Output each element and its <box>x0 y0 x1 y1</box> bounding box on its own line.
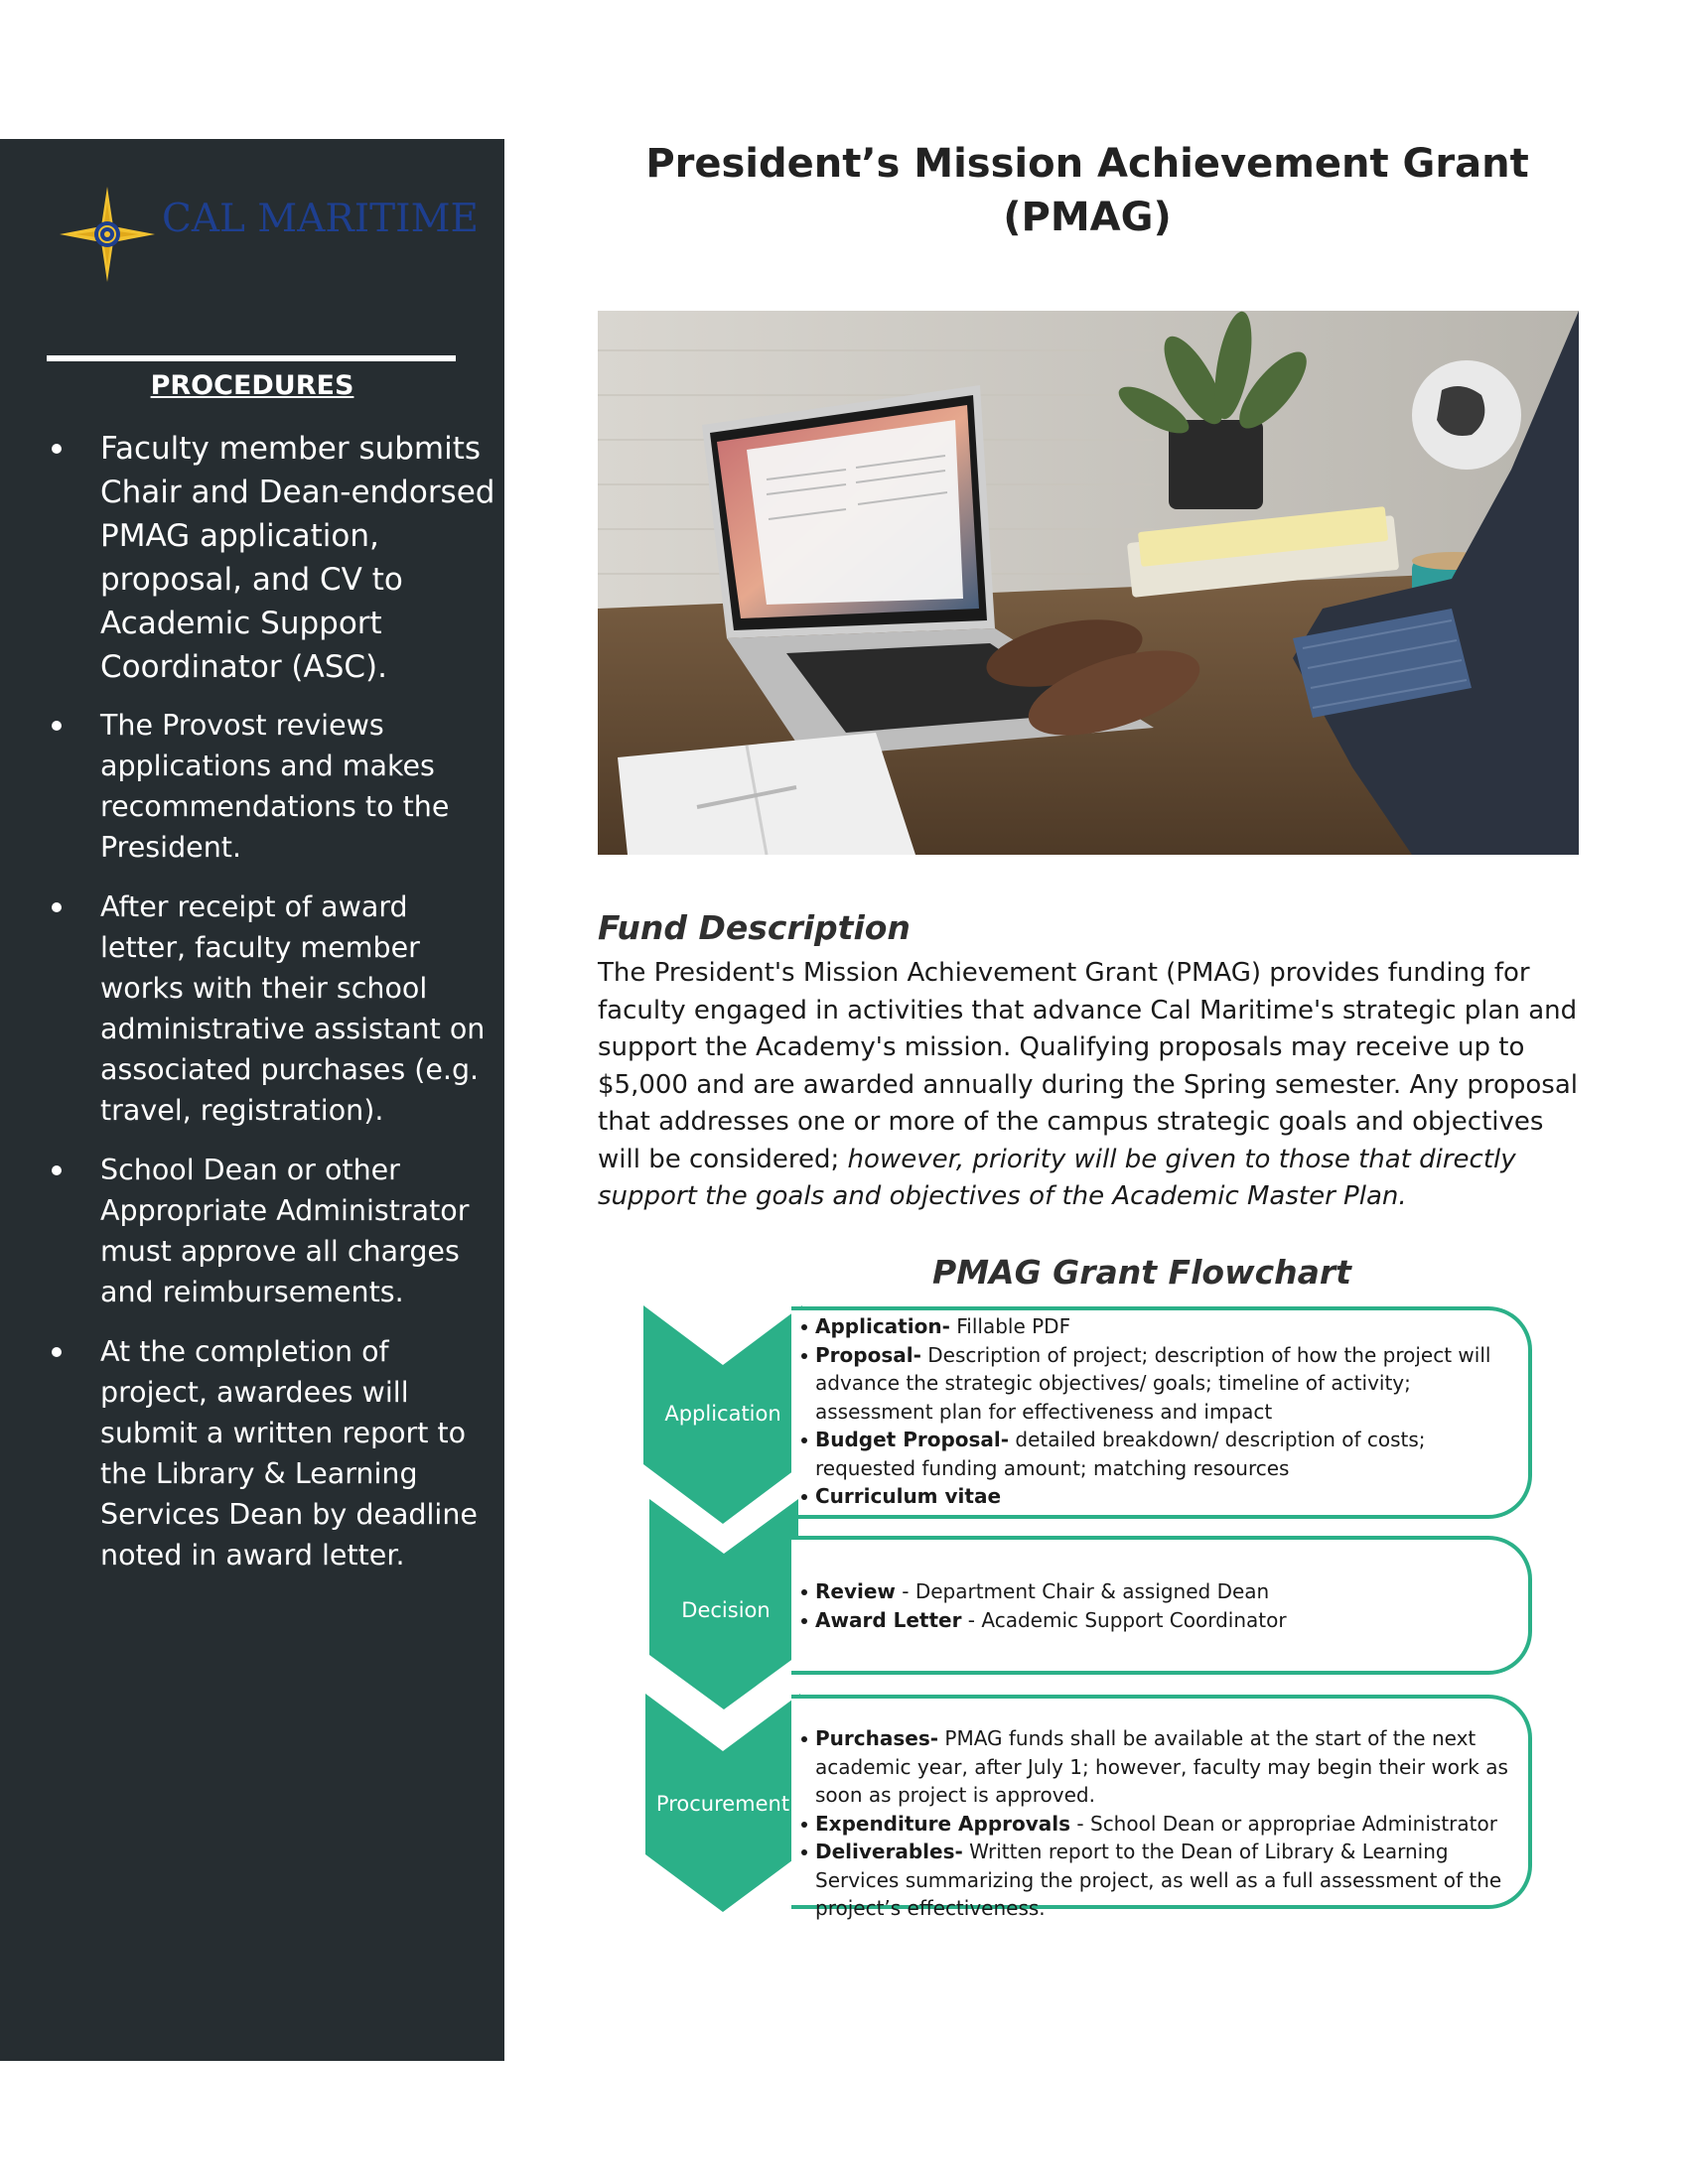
bullet-icon <box>801 1736 807 1742</box>
detail-item <box>791 1838 1528 1923</box>
bullet-icon <box>52 1165 62 1175</box>
bullet-icon <box>801 1353 807 1359</box>
fund-description-heading: Fund Description <box>598 908 911 947</box>
procedure-text: After receipt of award letter, faculty member works with their school administrative assistant on associated purchases (e.g. travel, registration). <box>100 890 486 1127</box>
detail-item-text: - Department Chair & assigned Dean <box>895 1579 1270 1603</box>
detail-item <box>791 1724 1528 1810</box>
detail-item-label: Proposal- <box>815 1342 921 1367</box>
compass-star-icon <box>60 187 155 282</box>
hero-photo <box>598 311 1579 855</box>
detail-item-label: Curriculum vitae <box>815 1484 1002 1508</box>
procedure-item <box>0 887 504 1131</box>
detail-item-label: Expenditure Approvals <box>815 1811 1071 1836</box>
logo-text: CAL MARITIME <box>162 197 479 241</box>
detail-item-label: Review <box>815 1579 896 1603</box>
detail-item-text: detailed breakdown/ description of costs; requested funding amount; matching resources <box>815 1428 1426 1480</box>
fund-description-body <box>598 955 1591 1216</box>
procedures-title: PROCEDURES <box>150 370 354 401</box>
cal-maritime-logo <box>60 187 477 276</box>
detail-item <box>791 1577 1528 1606</box>
procedure-item <box>0 427 504 689</box>
detail-item-text: Fillable PDF <box>949 1314 1071 1338</box>
bullet-icon <box>801 1324 807 1330</box>
bullet-icon <box>52 444 62 454</box>
procedures-list <box>0 427 504 1594</box>
detail-item <box>791 1426 1528 1482</box>
detail-item <box>791 1606 1528 1635</box>
application-details-list <box>791 1310 1528 1511</box>
application-details-box <box>791 1306 1532 1519</box>
procedure-text: The Provost reviews applications and makes recommendations to the President. <box>100 709 450 864</box>
stage-label-application: Application <box>664 1402 781 1426</box>
decision-details-list <box>791 1540 1528 1634</box>
procurement-details-list <box>791 1699 1528 1923</box>
bullet-icon <box>52 721 62 731</box>
detail-item <box>791 1482 1528 1511</box>
detail-item <box>791 1341 1528 1427</box>
fund-body-text: The President's Mission Achievement Grant (PMAG) provides funding for faculty engaged in activities that advance Cal Maritime's strategic plan and support the Academy's mission. Qualifying proposals may receive up to $5,000 and are awarded annually during the Spring semester. Any proposal that addresses one or more of the campus strategic goals and objectives will be considered; <box>598 958 1578 1174</box>
detail-item-text: - School Dean or appropriae Administrator <box>1070 1811 1497 1836</box>
procedure-item <box>0 1150 504 1312</box>
detail-item-text: Description of project; description of how the project will advance the strategic objectives/ goals; timeline of activity; assessment plan for effectiveness and impact <box>815 1342 1491 1424</box>
decision-details-box <box>791 1536 1532 1675</box>
procedure-item <box>0 705 504 868</box>
detail-item <box>791 1312 1528 1341</box>
procedures-divider <box>47 355 456 361</box>
procurement-details-box <box>791 1695 1532 1920</box>
bullet-icon <box>801 1494 807 1500</box>
procedure-text: School Dean or other Appropriate Administrator must approve all charges and reimbursements. <box>100 1154 470 1308</box>
procedure-text: At the completion of project, awardees will submit a written report to the Library & Learning Services Dean by deadline noted in award letter. <box>100 1335 478 1571</box>
bullet-icon <box>52 902 62 912</box>
procedure-item <box>0 1331 504 1575</box>
page-title-line2: (PMAG) <box>1003 195 1172 240</box>
laptop-desk-illustration <box>598 311 1579 855</box>
bullet-icon <box>52 1347 62 1357</box>
detail-item-text: Written report to the Dean of Library & Learning Services summarizing the project, as well as a full assessment of the project’s effectiveness. <box>815 1840 1502 1920</box>
detail-item-text: - Academic Support Coordinator <box>961 1607 1287 1632</box>
sidebar <box>0 139 504 2061</box>
fund-body-italic: however, priority will be given to those that directly support the goals and objectives of the Academic Master Plan. <box>598 1144 1516 1211</box>
detail-item-label: Purchases- <box>815 1726 939 1750</box>
page-title-line1: President’s Mission Achievement Grant <box>645 141 1529 187</box>
detail-item-label: Deliverables- <box>815 1840 963 1863</box>
page-title <box>606 137 1569 244</box>
detail-item <box>791 1810 1528 1839</box>
detail-item-label: Award Letter <box>815 1607 962 1632</box>
stage-label-decision: Decision <box>681 1598 771 1622</box>
flowchart-title: PMAG Grant Flowchart <box>932 1253 1351 1292</box>
detail-item-label: Application- <box>815 1314 950 1338</box>
bullet-icon <box>801 1618 807 1624</box>
stage-label-procurement: Procurement <box>655 1792 790 1816</box>
procedure-text: Faculty member submits Chair and Dean-endorsed PMAG application, proposal, and CV to Academic Support Coordinator (ASC). <box>100 431 495 685</box>
bullet-icon <box>801 1437 807 1443</box>
bullet-icon <box>801 1849 807 1855</box>
bullet-icon <box>801 1589 807 1595</box>
detail-item-label: Budget Proposal- <box>815 1428 1010 1451</box>
detail-item-text: PMAG funds shall be available at the start of the next academic year, after July 1; however, faculty may begin their work as soon as project is approved. <box>815 1726 1508 1807</box>
bullet-icon <box>801 1822 807 1828</box>
